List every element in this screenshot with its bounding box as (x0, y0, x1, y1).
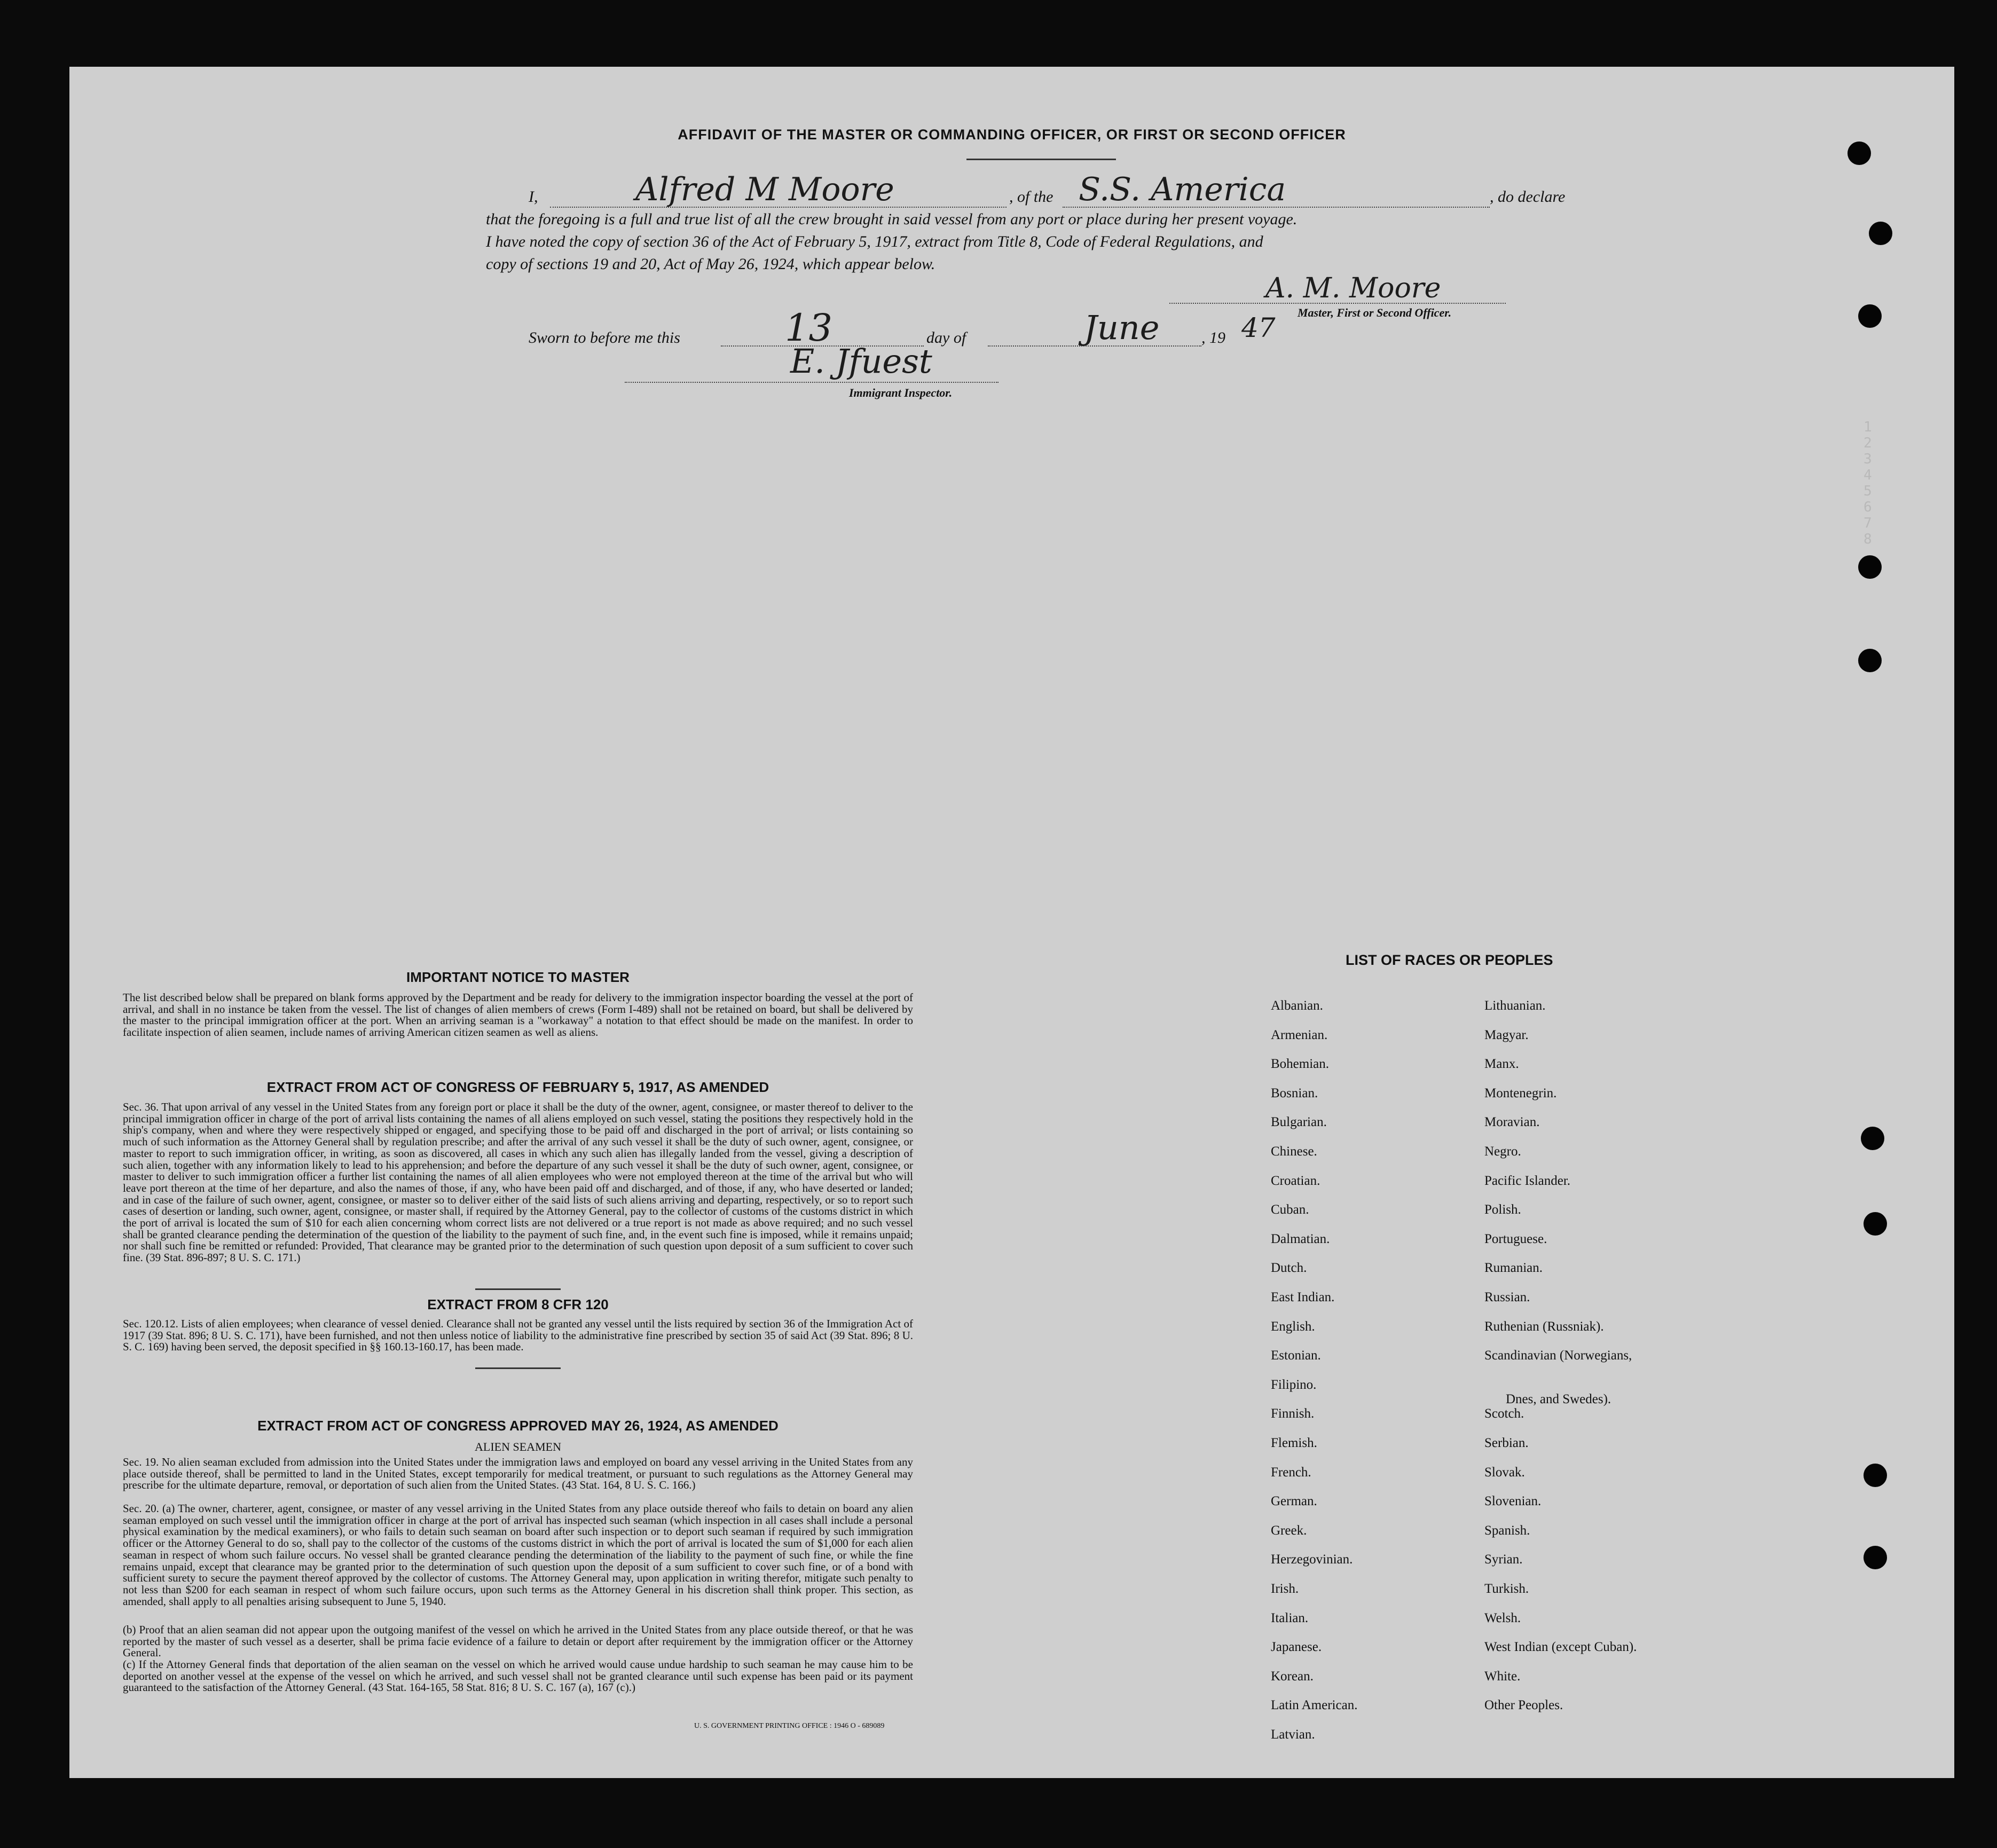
sworn-label: Sworn to before me this (529, 329, 680, 347)
declaration-i-label: I, (529, 188, 538, 206)
race-item: Syrian. (1484, 1552, 1523, 1567)
sworn-day-of: day of (926, 329, 966, 347)
race-item: Ruthenian (Russniak). (1484, 1319, 1604, 1334)
race-item: Other Peoples. (1484, 1698, 1563, 1713)
document-page (69, 67, 1954, 1778)
race-item: Manx. (1484, 1057, 1519, 1072)
master-signature: A. M. Moore (1265, 272, 1441, 304)
race-item: Moravian. (1484, 1115, 1540, 1130)
extract-1917-heading: EXTRACT FROM ACT OF CONGRESS OF FEBRUARY 5, 1917, AS AMENDED (266, 1079, 769, 1095)
race-item: Portuguese. (1484, 1231, 1547, 1246)
declaration-line-2: that the foregoing is a full and true list of all the crew brought in said vessel from any port or place during her present voyage. (486, 210, 1298, 228)
race-item: Polish. (1484, 1202, 1521, 1217)
race-item: Slovenian. (1484, 1494, 1542, 1509)
section-divider (475, 1367, 561, 1369)
extract-1924-sec20b: (b) Proof that an alien seaman did not appear upon the outgoing manifest of the vessel on which he arrived in the United States from any place outside thereof, or that he was reported by the master of such vessel as a deserter, shall be prima facie evidence of a failure to detain or deport after requirement by the immigration officer or the Attorney General. (123, 1623, 913, 1660)
extract-1924-sec20a: Sec. 20. (a) The owner, charterer, agent, consignee, or master of any vessel arriving in the United States from any place outside thereof who fails to detain on board any alien seaman employed on such vessel until the immigration officer in charge at the port of arrival has inspected such seaman (which inspection in all cases shall include a personal physical examination by the medical examiners), or who fails to detain such seaman on board after such inspection or to deport such seaman if required by such immigration officer or the Attorney General to do so, shall pay to the collector of the customs of the customs district in which the port of arrival is located the sum of $1,000 for each alien seaman in respect of whom such failure occurs. No vessel shall be granted clearance pending the determination of the liability to the payment of such fine, or while the fine remains unpaid, except that clearance may be granted prior to the determination of such question upon the deposit of a sum sufficient to cover such fine, or of a bond with sufficient surety to secure the payment thereof approved by the collector of customs. The Attorney General may, upon application in writing therefor, mitigate such penalty to not less than $200 for each seaman in respect of whom such failure occurs, upon such terms as the Attorney General in his discretion shall think proper. This section, as amended, shall apply to all penalties arising subsequent to June 5, 1940. (123, 1502, 913, 1608)
race-item: French. (1271, 1465, 1311, 1480)
punch-hole (1864, 1546, 1887, 1569)
race-item: Chinese. (1271, 1144, 1317, 1159)
race-item: Estonian. (1271, 1348, 1321, 1363)
extract-1924-subheading: ALIEN SEAMEN (475, 1440, 561, 1453)
declaration-do-declare: , do declare (1490, 188, 1566, 206)
race-item: Bosnian. (1271, 1086, 1318, 1100)
race-item: Dnes, and Swedes). (1506, 1391, 1611, 1406)
race-item: Pacific Islander. (1484, 1173, 1571, 1188)
extract-1917-text: Sec. 36. That upon arrival of any vessel in the United States from any foreign port or place it shall be the duty of the owner, agent, consignee, or master thereof to deliver to the principal immigration officer in charge of the port of arrival lists containing the names of all aliens employed on such vessel, stating the positions they respectively hold in the ship's company, when and where they were respectively shipped or engaged, and specifying those to be paid off and discharged in the port of arrival; or lists containing so much of such information as the Attorney General shall by regulation prescribe; and after the arrival of any such vessel it shall be the duty of such owner, agent, consignee, or master to report to such immigration officer, in writing, as soon as discovered, all cases in which any such alien has illegally landed from the vessel, giving a description of such alien, together with any information likely to lead to his apprehension; and before the departure of any such vessel it shall be the duty of such owner, agent, consignee, or master to deliver to such immigration officer a further list containing the names of all alien employees who were not employed thereon at the time of the arrival but who will leave port thereon at the time of her departure, and also the names of those, if any, who have been paid off and discharged, and of those, if any, who have deserted or landed; and in case of the failure of such owner, agent, consignee, or master so to deliver either of the said lists of such aliens arriving and departing, respectively, or so to report such cases of desertion or landing, such owner, agent, consignee, or master shall, if required by the Attorney General, pay to the collector of customs of the customs district in which the port of arrival is located the sum of $10 for each alien concerning whom correct lists are not delivered or a true report is not made as above required; and no such vessel shall be granted clearance pending the determination of the question of the liability to the payment of such fine, and, in the event such fine is imposed, while it remains unpaid; nor shall such fine be remitted or refunded: Provided, That clearance may be granted prior to the determination of such question upon deposit of a sum sufficient to cover such fine. (39 Stat. 896-897; 8 U. S. C. 171.) (123, 1100, 913, 1264)
inspector-signature: E. Jfuest (790, 342, 932, 381)
declaration-of-the: , of the (1009, 188, 1053, 206)
extract-cfr-text: Sec. 120.12. Lists of alien employees; when clearance of vessel denied. Clearance shall not be granted any vessel until the lists required by section 36 of the Immigration Act of 1917 (39 Stat. 896; 8 U. S. C. 171), have been furnished, and not then unless notice of liability to the administrative fine prescribed by section 35 of said Act (39 Stat. 896; 8 U. S. C. 169) having been served, the deposit specified in §§ 160.13-160.17, has been made. (123, 1317, 913, 1354)
race-item: Flemish. (1271, 1436, 1317, 1450)
punch-hole (1864, 1212, 1887, 1236)
notice-text: The list described below shall be prepared on blank forms approved by the Department and be ready for delivery to the immigration inspector boarding the vessel at the port of arrival, and shall in no instance be taken from the vessel. The list of changes of alien members of crews (Form I-489) shall not be retained on board, but shall be delivered by the master to the principal immigration officer at the port. When an arriving seaman is a "workaway" a notation to that effect should be made on the manifest. In order to facilitate inspection of alien seamen, include names of arriving American citizen seamen as well as aliens. (123, 991, 913, 1039)
race-item: Greek. (1271, 1523, 1307, 1538)
race-item: Armenian. (1271, 1027, 1328, 1042)
punch-hole (1858, 555, 1882, 579)
sworn-year-handwritten: 47 (1241, 312, 1276, 343)
punch-hole (1869, 222, 1892, 245)
race-item: Korean. (1271, 1669, 1314, 1684)
race-item: Italian. (1271, 1610, 1309, 1625)
race-item: Croatian. (1271, 1173, 1320, 1188)
extract-cfr-heading: EXTRACT FROM 8 CFR 120 (427, 1296, 609, 1312)
extract-1924-sec19: Sec. 19. No alien seaman excluded from admission into the United States under the immigration laws and employed on board any vessel arriving in the United States from any place outside thereof, shall be permitted to land in the United States, except temporarily for medical treatment, or pursuant to such regulations as the Attorney General may prescribe for the ultimate departure, removal, or deportation of such alien from the United States. (43 Stat. 164, 8 U. S. C. 166.) (123, 1456, 913, 1492)
punch-hole (1858, 304, 1882, 328)
race-item: Slovak. (1484, 1465, 1525, 1480)
race-item: Welsh. (1484, 1610, 1521, 1625)
notice-heading: IMPORTANT NOTICE TO MASTER (406, 969, 630, 985)
races-heading: LIST OF RACES OR PEOPLES (1346, 952, 1553, 968)
race-item: Japanese. (1271, 1640, 1322, 1655)
race-item: Cuban. (1271, 1202, 1309, 1217)
race-item: Latin American. (1271, 1698, 1358, 1713)
race-item: Serbian. (1484, 1436, 1529, 1450)
race-item: Herzegovinian. (1271, 1552, 1353, 1567)
race-item: East Indian. (1271, 1290, 1335, 1304)
vessel-name-handwritten: S.S. America (1079, 171, 1286, 208)
race-item: Montenegrin. (1484, 1086, 1557, 1100)
race-item: Finnish. (1271, 1406, 1315, 1421)
race-item: Magyar. (1484, 1027, 1529, 1042)
race-item: White. (1484, 1669, 1521, 1684)
section-divider (475, 1288, 561, 1290)
race-item: West Indian (except Cuban). (1484, 1640, 1637, 1655)
bleed-through-text: 1 2 3 4 5 6 7 8 (1864, 419, 1872, 547)
race-item: Dutch. (1271, 1261, 1307, 1276)
extract-1924-heading: EXTRACT FROM ACT OF CONGRESS APPROVED MAY 26, 1924, AS AMENDED (257, 1418, 779, 1434)
race-item: Spanish. (1484, 1523, 1530, 1538)
race-item: English. (1271, 1319, 1315, 1334)
printer-imprint: U. S. GOVERNMENT PRINTING OFFICE : 1946 O - 689089 (694, 1722, 885, 1730)
punch-hole (1858, 649, 1882, 672)
punch-hole (1861, 1127, 1884, 1150)
race-item: Negro. (1484, 1144, 1521, 1159)
sworn-day-handwritten: 13 (785, 306, 833, 350)
inspector-caption: Immigrant Inspector. (849, 386, 953, 399)
punch-hole (1847, 141, 1871, 165)
race-item: Bulgarian. (1271, 1115, 1327, 1130)
race-item: Rumanian. (1484, 1261, 1543, 1276)
race-item: Russian. (1484, 1290, 1530, 1304)
extract-1924-sec20c: (c) If the Attorney General finds that deportation of the alien seaman on the vessel on which he arrived would cause undue hardship to such seaman he may cause him to be deported on another vessel at the expense of the vessel on which he arrived, and such vessel shall not be granted clearance until such expense has been paid or its payment guaranteed to the satisfaction of the Attorney General. (43 Stat. 164-165, 58 Stat. 816; 8 U. S. C. 167 (a), 167 (c).) (123, 1658, 913, 1694)
page-title: AFFIDAVIT OF THE MASTER OR COMMANDING OFFICER, OR FIRST OR SECOND OFFICER (678, 127, 1346, 143)
race-item: Scotch. (1484, 1406, 1524, 1421)
race-item: Dalmatian. (1271, 1231, 1330, 1246)
race-item: Scandinavian (Norwegians, (1484, 1348, 1632, 1363)
race-item: Albanian. (1271, 998, 1323, 1013)
sworn-year-prefix: , 19 (1201, 329, 1225, 347)
declaration-line-4: copy of sections 19 and 20, Act of May 26, 1924, which appear below. (486, 255, 935, 273)
race-item: Bohemian. (1271, 1057, 1330, 1072)
race-item: Latvian. (1271, 1727, 1315, 1742)
officer-name-handwritten: Alfred M Moore (635, 171, 894, 208)
race-item: Irish. (1271, 1582, 1299, 1596)
race-item: German. (1271, 1494, 1317, 1509)
race-item: Turkish. (1484, 1582, 1529, 1596)
punch-hole (1864, 1464, 1887, 1487)
master-signature-caption: Master, First or Second Officer. (1298, 306, 1452, 319)
race-item: Lithuanian. (1484, 998, 1546, 1013)
inspector-signature-line (625, 382, 998, 383)
title-divider (966, 159, 1116, 160)
declaration-line-3: I have noted the copy of section 36 of the Act of February 5, 1917, extract from Title 8, Code of Federal Regulations, and (486, 233, 1263, 250)
race-item: Filipino. (1271, 1377, 1317, 1392)
sworn-month-handwritten: June (1084, 308, 1160, 347)
